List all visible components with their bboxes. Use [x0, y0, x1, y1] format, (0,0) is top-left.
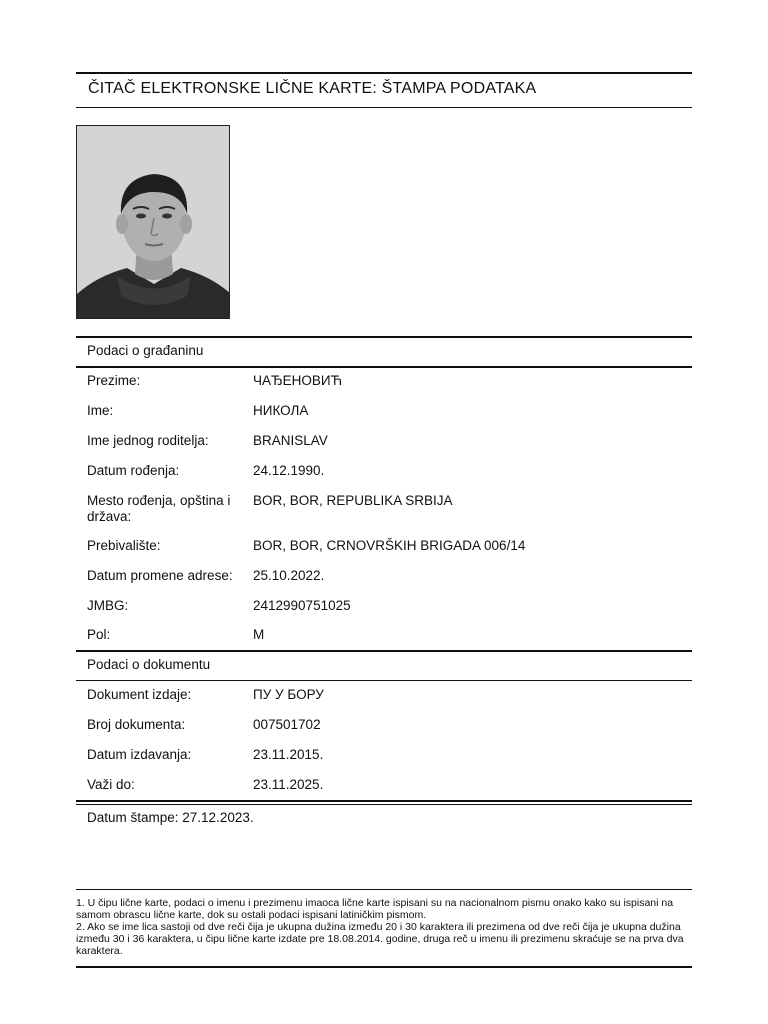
- field-label: Mesto rođenja, opština i država:: [87, 493, 231, 524]
- document-section-header-rule: [76, 680, 692, 681]
- field-value: 24.12.1990.: [253, 463, 325, 478]
- field-label: Dokument izdaje:: [87, 687, 192, 702]
- holder-portrait-image: [77, 126, 230, 319]
- field-label: Datum promene adrese:: [87, 568, 233, 583]
- field-value: 25.10.2022.: [253, 568, 325, 583]
- page-title: ČITAČ ELEKTRONSKE LIČNE KARTE: ŠTAMPA PODATAKA: [88, 80, 537, 97]
- field-label: Ime:: [87, 403, 114, 418]
- field-value: BOR, BOR, REPUBLIKA SRBIJA: [253, 493, 453, 508]
- print-date: Datum štampe: 27.12.2023.: [87, 810, 254, 825]
- field-value: M: [253, 627, 265, 642]
- field-value: 23.11.2015.: [253, 747, 324, 762]
- field-label: Važi do:: [87, 777, 135, 792]
- holder-photo: [76, 125, 230, 319]
- document-section-bottom-rule-1: [76, 800, 692, 802]
- field-value: BRANISLAV: [253, 433, 328, 448]
- field-label: Broj dokumenta:: [87, 717, 186, 732]
- field-value: BOR, BOR, CRNOVRŠKIH BRIGADA 006/14: [253, 538, 526, 553]
- header-top-rule: [76, 72, 692, 74]
- footnotes: [76, 897, 692, 957]
- notes-top-rule: [76, 889, 692, 890]
- field-label: Datum rođenja:: [87, 463, 180, 478]
- header-bottom-rule: [76, 107, 692, 108]
- field-label: Pol:: [87, 627, 111, 642]
- footnote-1: 1. U čipu lične karte, podaci o imenu i prezimenu imaoca lične karte ispisani su na nacionalnom pismu onako kako su ispisani na samom obrascu lične karte, dok su ostali podaci ispisani latiničkim pismom.: [76, 897, 674, 921]
- field-value: 2412990751025: [253, 598, 351, 613]
- field-value: 007501702: [253, 717, 321, 732]
- citizen-section-top-rule: [76, 336, 692, 338]
- field-value: ПУ У БОРУ: [253, 687, 324, 702]
- field-value: НИКОЛА: [253, 403, 309, 418]
- document-section-bottom-rule-2: [76, 804, 692, 805]
- document-section-top-rule: [76, 650, 692, 652]
- citizen-section-title: Podaci o građaninu: [87, 343, 204, 358]
- notes-bottom-rule: [76, 966, 692, 968]
- field-label: Datum izdavanja:: [87, 747, 192, 762]
- field-label: Ime jednog roditelja:: [87, 433, 209, 448]
- field-label: Prezime:: [87, 373, 141, 388]
- field-value: 23.11.2025.: [253, 777, 324, 792]
- citizen-section-header-rule: [76, 366, 692, 368]
- field-value: ЧАЂЕНОВИЋ: [253, 373, 343, 388]
- document-section-title: Podaci o dokumentu: [87, 657, 211, 672]
- footnote-2: 2. Ako se ime lica sastoji od dve reči čija je ukupna dužina između 20 i 30 karaktera ili prezimena od dve reči čija je ukupna dužina između 30 i 36 karaktera, u čipu lične karte izdate pre 18.08.2014. godine, druga reč u imenu ili prezimenu skraćuje se na prva dva karaktera.: [76, 921, 684, 957]
- field-label: Prebivalište:: [87, 538, 161, 553]
- field-label: JMBG:: [87, 598, 129, 613]
